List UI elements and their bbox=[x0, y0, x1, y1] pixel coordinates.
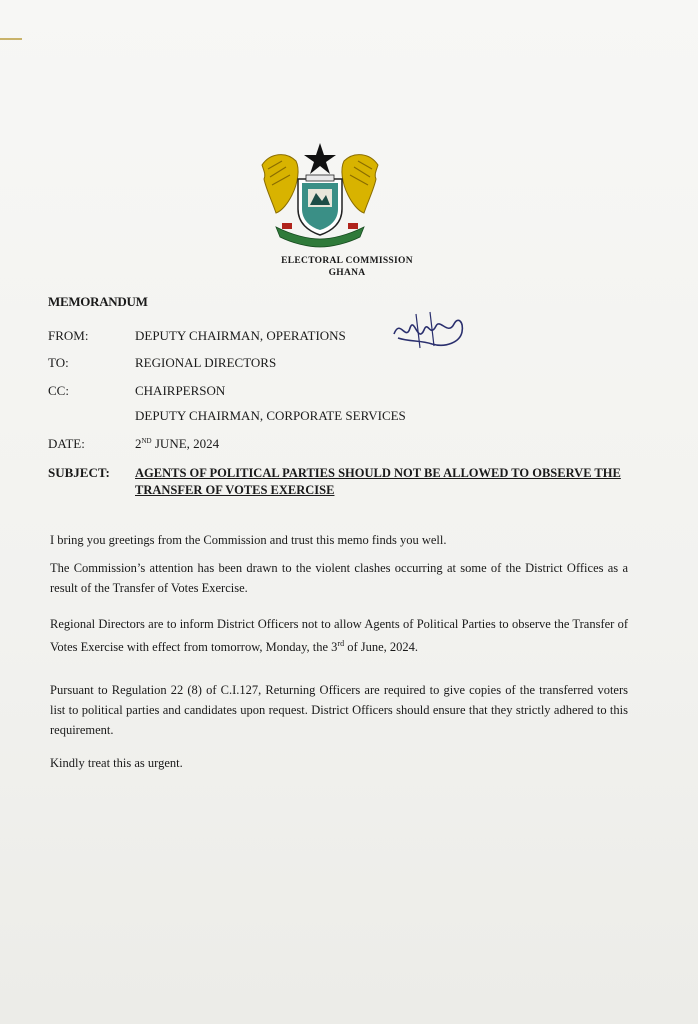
organization-country: GHANA bbox=[328, 268, 366, 278]
date-label: DATE: bbox=[48, 436, 85, 451]
paragraph-instruction: Regional Directors are to inform District Officers not to allow Agents of Political Parties to observe the Transfer of Votes Exercise with effect from tomorrow, Monday, the 3rd of June, 2024. bbox=[50, 617, 628, 655]
paragraph-greeting: I bring you greetings from the Commission and trust this memo finds you well. bbox=[50, 533, 447, 547]
organization-name: ELECTORAL COMMISSION bbox=[281, 256, 413, 266]
cc-label: CC: bbox=[48, 383, 69, 398]
date-value: 2ND JUNE, 2024 bbox=[135, 436, 220, 451]
signature-icon bbox=[390, 308, 470, 354]
paragraph-clashes: The Commission’s attention has been drawn to the violent clashes occurring at some of the District Offices as a result of the Transfer of Votes Exercise. bbox=[50, 561, 628, 595]
cc-value-1: CHAIRPERSON bbox=[135, 383, 226, 398]
memo-title: MEMORANDUM bbox=[48, 294, 148, 309]
subject-label: SUBJECT: bbox=[48, 465, 110, 480]
subject-value: AGENTS OF POLITICAL PARTIES SHOULD NOT BE ALLOWED TO OBSERVE THE TRANSFER OF VOTES EXERCISE bbox=[135, 466, 621, 497]
from-label: FROM: bbox=[48, 328, 89, 343]
paragraph-closing: Kindly treat this as urgent. bbox=[50, 756, 183, 770]
to-label: TO: bbox=[48, 355, 69, 370]
date-suffix: ND bbox=[141, 437, 152, 445]
paragraph-regulation: Pursuant to Regulation 22 (8) of C.I.127, Returning Officers are required to give copies of the transferred voters list to political parties and candidates upon request. District Officers should ensure that they strictly adhered to this requirement. bbox=[50, 683, 628, 737]
coat-of-arms-icon bbox=[252, 135, 388, 251]
cc-value-2: DEPUTY CHAIRMAN, CORPORATE SERVICES bbox=[135, 408, 406, 423]
to-value: REGIONAL DIRECTORS bbox=[135, 355, 277, 370]
page-edge-mark bbox=[0, 38, 22, 40]
from-value: DEPUTY CHAIRMAN, OPERATIONS bbox=[135, 328, 346, 343]
